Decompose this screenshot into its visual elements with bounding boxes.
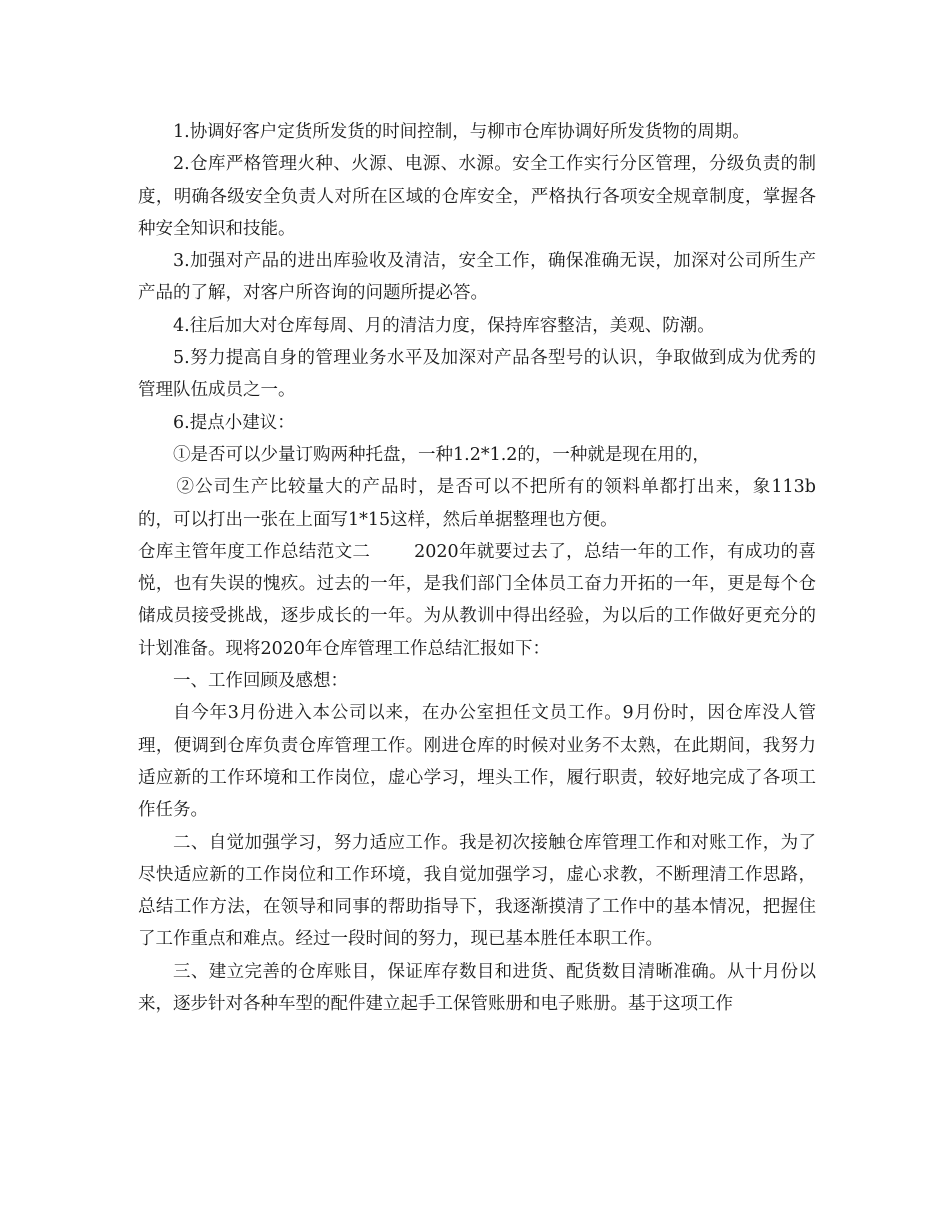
paragraph-learning: 二、自觉加强学习，努力适应工作。我是初次接触仓库管理工作和对账工作，为了尽快适应新的工作岗位和工作环境，我自觉加强学习，虚心求教，不断理清工作思路，总结工作方法，在领导和同事的帮助指导下，我逐渐摸清了工作中的基本情况，把握住了工作重点和难点。经过一段时间的努力，现已基本胜任本职工作。: [138, 832, 816, 950]
paragraph-accounts: 三、建立完善的仓库账目，保证库存数目和进货、配货数目清晰准确。从十月份以来，逐步针对各种车型的配件建立起手工保管账册和电子账册。基于这项工作: [138, 961, 816, 1015]
suggestion-2: ②公司生产比较量大的产品时，是否可以不把所有的领料单都打出来，象113b的，可以打出一张在上面写1*15这样，然后单据整理也方便。: [138, 477, 816, 530]
suggestion-1: ①是否可以少量订购两种托盘，一种1.2*1.2的，一种就是现在用的，: [173, 444, 710, 465]
section-intro: 2020年就要过去了，总结一年的工作，有成功的喜悦，也有失误的愧疚。过去的一年，是我们部门全体员工奋力开拓的一年，更是每个仓储成员接受挑战，逐步成长的一年。为从教训中得出经验，为以后的工作做好更充分的计划准备。现将2020年仓库管理工作总结汇报如下：: [138, 541, 816, 659]
paragraph-item-4: 4.往后加大对仓库每周、月的清洁力度，保持库容整洁，美观、防潮。: [173, 315, 715, 336]
paragraph-item-3: 3.加强对产品的进出库验收及清洁，安全工作，确保准确无误，加深对公司所生产产品的了解，对客户所咨询的问题所提必答。: [138, 251, 816, 304]
paragraph-item-6: 6.提点小建议：: [173, 412, 295, 433]
section-title: 仓库主管年度工作总结范文二: [138, 541, 371, 562]
paragraph-review: 自今年3月份进入本公司以来，在办公室担任文员工作。9月份时，因仓库没人管理，便调到仓库负责仓库管理工作。刚进仓库的时候对业务不太熟，在此期间，我努力适应新的工作环境和工作岗位，虚心学习，埋头工作，履行职责，较好地完成了各项工作任务。: [138, 703, 816, 821]
paragraph-item-1: 1.协调好客户定货所发货的时间控制，与柳市仓库协调好所发货物的周期。: [173, 122, 750, 142]
paragraph-item-2: 2.仓库严格管理火种、火源、电源、水源。安全工作实行分区管理，分级负责的制度，明确各级安全负责人对所在区域的仓库安全，严格执行各项安全规章制度，掌握各种安全知识和技能。: [138, 154, 816, 239]
paragraph-item-5: 5.努力提高自身的管理业务水平及加深对产品各型号的认识，争取做到成为优秀的管理队伍成员之一。: [138, 348, 816, 401]
section-two-paragraph: [138, 536, 816, 665]
heading-work-review: 一、工作回顾及感想：: [173, 671, 348, 692]
document-body: [138, 116, 816, 1020]
